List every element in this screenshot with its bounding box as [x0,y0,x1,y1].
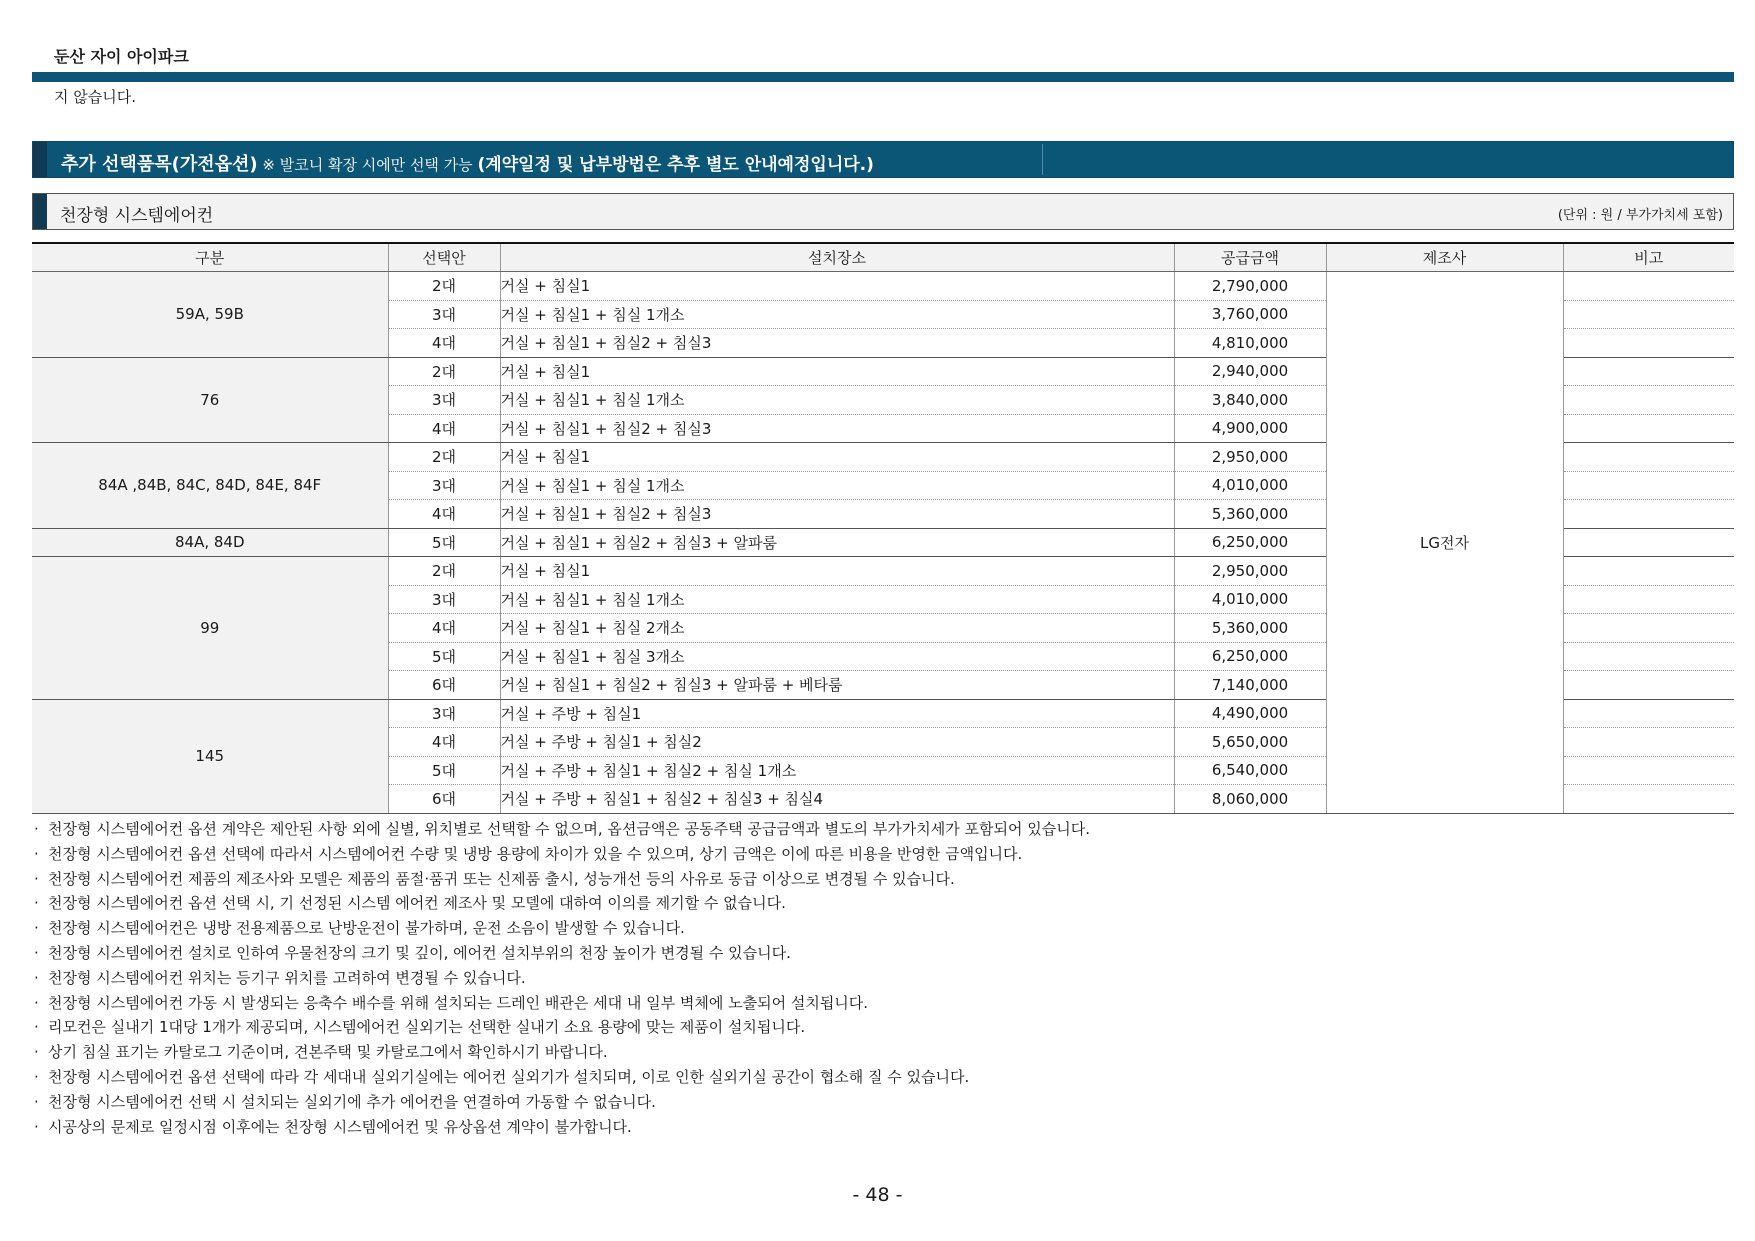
location-cell: 거실 + 침실1 + 침실 1개소 [500,300,1174,329]
price-cell: 6,250,000 [1174,642,1326,671]
note-item [34,1115,1090,1140]
note-item [34,817,1090,842]
type-cell: 145 [32,699,388,813]
note-text: 천장형 시스템에어컨 옵션 선택에 따라 각 세대내 실외기실에는 에어컨 실외기가 설치되며, 이로 인한 실외기실 공간이 협소해 질 수 있습니다. [48,1067,970,1086]
location-cell: 거실 + 주방 + 침실1 + 침실2 + 침실 1개소 [500,756,1174,785]
remarks-cell [1563,671,1734,700]
location-cell: 거실 + 침실1 + 침실 1개소 [500,471,1174,500]
subsection-title: 천장형 시스템에어컨 [60,206,214,226]
bullet-icon: · [34,1117,39,1136]
price-cell: 5,360,000 [1174,614,1326,643]
option-cell: 4대 [388,329,500,358]
remarks-cell [1563,414,1734,443]
aircon-option-table [32,242,1734,814]
remarks-cell [1563,300,1734,329]
note-item [34,966,1090,991]
remarks-cell [1563,357,1734,386]
note-item [34,1015,1090,1040]
table-body [32,272,1734,814]
remarks-cell [1563,699,1734,728]
manufacturer-cell: LG전자 [1326,272,1563,814]
section-divider [1042,144,1043,175]
location-cell: 거실 + 침실1 + 침실2 + 침실3 [500,500,1174,529]
location-cell: 거실 + 침실1 [500,272,1174,301]
location-cell: 거실 + 주방 + 침실1 + 침실2 + 침실3 + 침실4 [500,785,1174,814]
type-cell: 99 [32,557,388,700]
note-item [34,891,1090,916]
price-cell: 5,360,000 [1174,500,1326,529]
note-text: 천장형 시스템에어컨 옵션 선택 시, 기 선정된 시스템 에어컨 제조사 및 모델에 대하여 이의를 제기할 수 없습니다. [48,894,786,913]
option-cell: 4대 [388,414,500,443]
remarks-cell [1563,585,1734,614]
note-item [34,842,1090,867]
remarks-cell [1563,728,1734,757]
document-title: 둔산 자이 아이파크 [54,47,189,66]
bullet-icon: · [34,968,39,987]
note-text: 천장형 시스템에어컨 제품의 제조사와 모델은 제품의 품절·품귀 또는 신제품 출시, 성능개선 등의 사유로 동급 이상으로 변경될 수 있습니다. [48,869,955,888]
location-cell: 거실 + 침실1 [500,357,1174,386]
price-cell: 4,900,000 [1174,414,1326,443]
header-option: 선택안 [388,243,500,272]
price-cell: 8,060,000 [1174,785,1326,814]
note-item [34,867,1090,892]
location-cell: 거실 + 침실1 [500,557,1174,586]
price-cell: 6,250,000 [1174,528,1326,557]
location-cell: 거실 + 침실1 + 침실 3개소 [500,642,1174,671]
option-cell: 4대 [388,614,500,643]
location-cell: 거실 + 침실1 + 침실2 + 침실3 + 알파룸 [500,528,1174,557]
note-text: 천장형 시스템에어컨 설치로 인하여 우물천장의 크기 및 깊이, 에어컨 설치부위의 천장 높이가 변경될 수 있습니다. [48,943,791,962]
bullet-icon: · [34,844,39,863]
price-cell: 2,950,000 [1174,557,1326,586]
price-cell: 4,010,000 [1174,471,1326,500]
type-cell: 84A, 84D [32,528,388,557]
bullet-icon: · [34,943,39,962]
notes-list [34,817,1090,1139]
price-cell: 4,490,000 [1174,699,1326,728]
note-text: 리모컨은 실내기 1대당 1개가 제공되며, 시스템에어컨 실외기는 선택한 실내기 소요 용량에 맞는 제품이 설치됩니다. [48,1018,806,1037]
remarks-cell [1563,500,1734,529]
bullet-icon: · [34,869,39,888]
type-cell: 76 [32,357,388,443]
price-cell: 4,010,000 [1174,585,1326,614]
type-cell: 84A ,84B, 84C, 84D, 84E, 84F [32,443,388,529]
note-item [34,1040,1090,1065]
price-cell: 7,140,000 [1174,671,1326,700]
location-cell: 거실 + 침실1 + 침실2 + 침실3 [500,329,1174,358]
remarks-cell [1563,471,1734,500]
header-type: 구분 [32,243,388,272]
price-cell: 5,650,000 [1174,728,1326,757]
note-item [34,1065,1090,1090]
remarks-cell [1563,756,1734,785]
section-note: ※ 발코니 확장 시에만 선택 가능 [257,156,478,174]
note-item [34,991,1090,1016]
bullet-icon: · [34,894,39,913]
section-text [61,150,874,176]
subsection-accent [33,194,47,229]
price-cell: 2,950,000 [1174,443,1326,472]
title-rule [32,72,1734,82]
bullet-icon: · [34,1092,39,1111]
table-header-row [32,243,1734,272]
note-text: 시공상의 문제로 일정시점 이후에는 천장형 시스템에어컨 및 유상옵션 계약이 불가합니다. [48,1117,632,1136]
option-cell: 3대 [388,699,500,728]
price-cell: 3,840,000 [1174,386,1326,415]
option-cell: 2대 [388,272,500,301]
option-cell: 2대 [388,443,500,472]
option-cell: 6대 [388,671,500,700]
header-price: 공급금액 [1174,243,1326,272]
note-text: 천장형 시스템에어컨 가동 시 발생되는 응축수 배수를 위해 설치되는 드레인 배관은 세대 내 일부 벽체에 노출되어 설치됩니다. [48,993,869,1012]
bullet-icon: · [34,1043,39,1062]
price-cell: 2,940,000 [1174,357,1326,386]
bullet-icon: · [34,919,39,938]
section-schedule: (계약일정 및 납부방법은 추후 별도 안내예정입니다.) [477,155,874,175]
note-text: 천장형 시스템에어컨 옵션 선택에 따라서 시스템에어컨 수량 및 냉방 용량에 차이가 있을 수 있으며, 상기 금액은 이에 따른 비용을 반영한 금액입니다. [48,844,1023,863]
option-cell: 3대 [388,585,500,614]
location-cell: 거실 + 침실1 + 침실 1개소 [500,386,1174,415]
remarks-cell [1563,614,1734,643]
location-cell: 거실 + 주방 + 침실1 [500,699,1174,728]
bullet-icon: · [34,1018,39,1037]
note-item [34,1090,1090,1115]
header-remarks: 비고 [1563,243,1734,272]
continuation-text: 지 않습니다. [54,88,136,106]
location-cell: 거실 + 침실1 + 침실 2개소 [500,614,1174,643]
unit-note: (단위 : 원 / 부가가치세 포함) [1557,208,1723,223]
price-cell: 4,810,000 [1174,329,1326,358]
note-text: 천장형 시스템에어컨 옵션 계약은 제안된 사항 외에 실별, 위치별로 선택할 수 없으며, 옵션금액은 공동주택 공급금액과 별도의 부가가치세가 포함되어 있습니다. [48,820,1090,838]
option-cell: 3대 [388,300,500,329]
option-cell: 4대 [388,500,500,529]
note-text: 천장형 시스템에어컨은 냉방 전용제품으로 난방운전이 불가하며, 운전 소음이 발생할 수 있습니다. [48,919,685,938]
option-cell: 4대 [388,728,500,757]
location-cell: 거실 + 침실1 + 침실2 + 침실3 + 알파룸 + 베타룸 [500,671,1174,700]
remarks-cell [1563,272,1734,301]
remarks-cell [1563,528,1734,557]
remarks-cell [1563,329,1734,358]
remarks-cell [1563,785,1734,814]
option-cell: 5대 [388,642,500,671]
table-row [32,272,1734,301]
option-cell: 3대 [388,386,500,415]
location-cell: 거실 + 침실1 [500,443,1174,472]
page-number: - 48 - [852,1184,903,1206]
note-item [34,941,1090,966]
price-cell: 3,760,000 [1174,300,1326,329]
option-cell: 2대 [388,557,500,586]
price-cell: 2,790,000 [1174,272,1326,301]
note-text: 상기 침실 표기는 카탈로그 기준이며, 견본주택 및 카탈로그에서 확인하시기 바랍니다. [48,1043,608,1062]
section-accent [33,142,47,177]
option-cell: 6대 [388,785,500,814]
header-location: 설치장소 [500,243,1174,272]
section-header [32,141,1734,178]
option-cell: 5대 [388,756,500,785]
bullet-icon: · [34,1067,39,1086]
note-text: 천장형 시스템에어컨 선택 시 설치되는 실외기에 추가 에어컨을 연결하여 가동할 수 없습니다. [48,1092,656,1111]
header-manufacturer: 제조사 [1326,243,1563,272]
option-cell: 3대 [388,471,500,500]
location-cell: 거실 + 주방 + 침실1 + 침실2 [500,728,1174,757]
location-cell: 거실 + 침실1 + 침실 1개소 [500,585,1174,614]
bullet-icon: · [34,993,39,1012]
option-cell: 5대 [388,528,500,557]
note-item [34,916,1090,941]
option-cell: 2대 [388,357,500,386]
remarks-cell [1563,386,1734,415]
subsection-header [32,193,1734,230]
note-text: 천장형 시스템에어컨 위치는 등기구 위치를 고려하여 변경될 수 있습니다. [48,968,526,987]
remarks-cell [1563,443,1734,472]
bullet-icon: · [34,820,39,838]
section-title: 추가 선택품목(가전옵션) [61,154,258,175]
location-cell: 거실 + 침실1 + 침실2 + 침실3 [500,414,1174,443]
remarks-cell [1563,642,1734,671]
remarks-cell [1563,557,1734,586]
price-cell: 6,540,000 [1174,756,1326,785]
type-cell: 59A, 59B [32,272,388,358]
